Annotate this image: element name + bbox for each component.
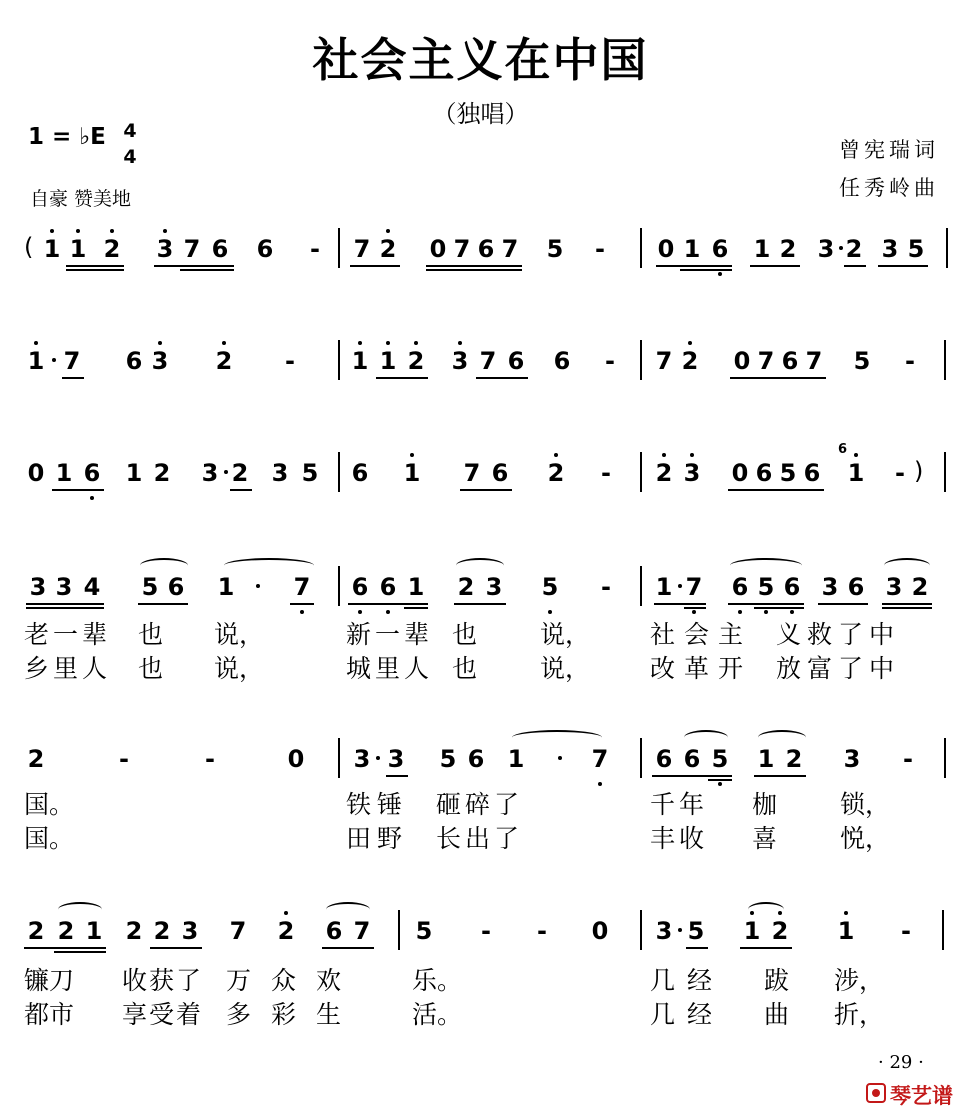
note: 2 <box>911 573 929 601</box>
note: 5 <box>687 917 705 945</box>
lyric-word: 几经 <box>650 1000 725 1029</box>
lyric-word: 乐。 <box>412 966 463 995</box>
lyric-word: 砸碎了 <box>436 790 524 819</box>
note: 5 <box>439 745 457 773</box>
score-line-2 <box>0 332 961 384</box>
note: 3 <box>353 745 371 773</box>
note: 2 <box>681 347 699 375</box>
note: 5 <box>853 347 871 375</box>
lyric-word: 社会主 <box>650 620 753 649</box>
key-signature: 1 = ♭E <box>28 124 106 150</box>
note: 2 <box>407 347 425 375</box>
slur <box>884 558 930 573</box>
slur <box>326 902 370 917</box>
note: 6 <box>783 573 801 601</box>
barline <box>944 340 946 380</box>
barline <box>338 738 340 778</box>
lyric-line-2 <box>0 654 961 686</box>
note: 6 <box>491 459 509 487</box>
lyricist-credit: 曾宪瑞词 <box>839 138 939 162</box>
lyric-word: 新一辈 <box>346 620 434 649</box>
note: 7 <box>229 917 247 945</box>
lyric-word: 国。 <box>24 824 75 853</box>
slur <box>684 730 728 745</box>
note: 7 <box>183 235 201 263</box>
note: 1 <box>407 573 425 601</box>
slur <box>58 902 102 917</box>
lyric-word: 说， <box>540 654 591 683</box>
note: 1 <box>403 459 421 487</box>
lyric-word: 也 <box>138 654 164 683</box>
score-line-4 <box>0 558 961 610</box>
note: 3 <box>151 347 169 375</box>
note: 6 <box>211 235 229 263</box>
note: 6 <box>711 235 729 263</box>
lyric-line-4 <box>0 824 961 856</box>
lyric-word: 说， <box>214 620 265 649</box>
dash: - <box>285 347 295 375</box>
note: 7 <box>63 347 81 375</box>
note: 5 <box>546 235 564 263</box>
barline <box>338 452 340 492</box>
note: 2 <box>215 347 233 375</box>
note: 3 <box>655 917 673 945</box>
lyric-word: 锁， <box>840 790 891 819</box>
note: 6 <box>755 459 773 487</box>
note: 3 <box>885 573 903 601</box>
barline <box>338 340 340 380</box>
dash: - <box>481 917 491 945</box>
barline <box>946 228 948 268</box>
note: 7 <box>501 235 519 263</box>
note: 6 <box>553 347 571 375</box>
note: 7 <box>591 745 609 773</box>
note: 2 <box>153 459 171 487</box>
dash: - <box>903 745 913 773</box>
note: 5 <box>541 573 559 601</box>
dash: - <box>905 347 915 375</box>
note: 6 <box>683 745 701 773</box>
note: 7 <box>353 917 371 945</box>
lyric-word: 几经 <box>650 966 725 995</box>
lyric-word: 枷 <box>752 790 778 819</box>
note: 3 <box>821 573 839 601</box>
note: 1 <box>217 573 235 601</box>
tempo-marking: 自豪 赞美地 <box>30 188 132 210</box>
lyric-word: 收获了 <box>122 966 204 995</box>
note: 3 <box>881 235 899 263</box>
note: 2 <box>785 745 803 773</box>
note: 6 <box>781 347 799 375</box>
note: 4 <box>83 573 101 601</box>
composer-credit: 任秀岭曲 <box>839 176 939 200</box>
barline <box>640 910 642 950</box>
dash: - <box>310 235 320 263</box>
lyric-word: 田野 <box>346 824 409 853</box>
lyric-word: 千年 <box>650 790 709 819</box>
dash: - <box>605 347 615 375</box>
lyric-word: 享受着 <box>122 1000 204 1029</box>
song-title: 社会主义在中国 <box>312 33 649 87</box>
note: 6 <box>507 347 525 375</box>
dash: - <box>595 235 605 263</box>
note: 1 <box>847 459 865 487</box>
note: 5 <box>301 459 319 487</box>
note: 1 <box>743 917 761 945</box>
lyric-word: 国。 <box>24 790 75 819</box>
score-line-1 <box>0 220 961 272</box>
lyric-word: 改革开 <box>650 654 753 683</box>
note: 1 <box>753 235 771 263</box>
note: 5 <box>415 917 433 945</box>
lyric-word: 乡里人 <box>24 654 112 683</box>
note: 6 <box>847 573 865 601</box>
lyric-word: 都市 <box>24 1000 75 1029</box>
lyric-word: 城里人 <box>346 654 434 683</box>
note: 1 <box>683 235 701 263</box>
barline <box>640 452 642 492</box>
lyric-line-5 <box>0 966 961 998</box>
note: 1 <box>507 745 525 773</box>
lyric-word: 悦， <box>840 824 891 853</box>
note: 2 <box>231 459 249 487</box>
barline <box>398 910 400 950</box>
lyric-word: 义救了中 <box>776 620 901 649</box>
lyric-word: 也 <box>452 620 478 649</box>
note: 1 <box>55 459 73 487</box>
note: 0 <box>429 235 447 263</box>
lyric-word: 曲 <box>764 1000 790 1029</box>
paren-open: ( <box>24 233 34 261</box>
note: 6 <box>125 347 143 375</box>
watermark-logo-icon <box>866 1083 886 1103</box>
dash: - <box>901 917 911 945</box>
note: 6 <box>83 459 101 487</box>
note: 7 <box>463 459 481 487</box>
note: 3 <box>156 235 174 263</box>
note: 6 <box>379 573 397 601</box>
lyric-word: 万众欢 <box>226 966 362 995</box>
note: 1 <box>837 917 855 945</box>
note: 5 <box>757 573 775 601</box>
note: 2 <box>153 917 171 945</box>
time-signature-top: 4 <box>123 120 137 142</box>
lyric-word: 镰刀 <box>24 966 75 995</box>
lyric-word: 多彩生 <box>226 1000 362 1029</box>
note: 7 <box>757 347 775 375</box>
note: 2 <box>57 917 75 945</box>
dash: - <box>537 917 547 945</box>
note: 0 <box>591 917 609 945</box>
paren-close: ) <box>914 457 924 485</box>
note: 2 <box>125 917 143 945</box>
dash: - <box>119 745 129 773</box>
note: 6 <box>655 745 673 773</box>
note: 5 <box>141 573 159 601</box>
note: 1 <box>351 347 369 375</box>
note: 3 <box>683 459 701 487</box>
slur <box>224 558 314 573</box>
note: 6 <box>803 459 821 487</box>
barline <box>338 228 340 268</box>
note: 6 <box>477 235 495 263</box>
score-line-5 <box>0 730 961 782</box>
watermark-text: 琴艺谱 <box>890 1084 953 1108</box>
note: 1 <box>757 745 775 773</box>
dash: - <box>601 459 611 487</box>
dash: - <box>601 573 611 601</box>
lyric-word: 跋 <box>764 966 790 995</box>
note: 6 <box>256 235 274 263</box>
note: 3 <box>181 917 199 945</box>
note: 2 <box>771 917 789 945</box>
lyric-line-6 <box>0 1000 961 1032</box>
note: 6 <box>325 917 343 945</box>
note: 0 <box>657 235 675 263</box>
note: 3 <box>451 347 469 375</box>
note: 7 <box>479 347 497 375</box>
barline <box>944 738 946 778</box>
song-subtitle: （独唱） <box>432 100 529 128</box>
note: 1 <box>69 235 87 263</box>
slur <box>730 558 802 573</box>
note: 3 <box>485 573 503 601</box>
note: 7 <box>805 347 823 375</box>
note: 5 <box>711 745 729 773</box>
note: 1 <box>43 235 61 263</box>
lyric-word: 也 <box>138 620 164 649</box>
note: 2 <box>845 235 863 263</box>
barline <box>338 566 340 606</box>
note: 3 <box>387 745 405 773</box>
note: 2 <box>27 917 45 945</box>
lyric-word: 涉， <box>834 966 885 995</box>
dash: - <box>205 745 215 773</box>
lyric-word: 铁锤 <box>346 790 409 819</box>
lyric-word: 喜 <box>752 824 778 853</box>
slur <box>456 558 504 573</box>
note: 3 <box>29 573 47 601</box>
note: 7 <box>685 573 703 601</box>
slur <box>758 730 806 745</box>
barline <box>640 738 642 778</box>
lyric-word: 折， <box>834 1000 885 1029</box>
note: 3 <box>817 235 835 263</box>
slur <box>140 558 188 573</box>
note: 1 <box>85 917 103 945</box>
score-line-3 <box>0 444 961 496</box>
barline <box>942 910 944 950</box>
lyric-word: 丰收 <box>650 824 709 853</box>
note: 2 <box>457 573 475 601</box>
note: 3 <box>55 573 73 601</box>
lyric-word: 活。 <box>412 1000 463 1029</box>
lyric-word: 长出了 <box>436 824 524 853</box>
note: 2 <box>277 917 295 945</box>
note: 6 <box>167 573 185 601</box>
time-signature-bottom: 4 <box>123 146 137 168</box>
grace-note: 6 <box>838 442 848 457</box>
note: 0 <box>287 745 305 773</box>
lyric-word: 说， <box>540 620 591 649</box>
lyric-word: 也 <box>452 654 478 683</box>
lyric-line-3 <box>0 790 961 822</box>
lyric-word: 说， <box>214 654 265 683</box>
note: 3 <box>271 459 289 487</box>
note: 6 <box>351 459 369 487</box>
score-line-6 <box>0 902 961 954</box>
barline <box>640 228 642 268</box>
note: 5 <box>779 459 797 487</box>
note: 2 <box>547 459 565 487</box>
time-signature <box>120 118 140 170</box>
lyric-word: 老一辈 <box>24 620 112 649</box>
note: 1 <box>655 573 673 601</box>
note: 1 <box>379 347 397 375</box>
note: 2 <box>103 235 121 263</box>
note: 6 <box>467 745 485 773</box>
dash: - <box>895 459 905 487</box>
note: 0 <box>731 459 749 487</box>
note: 2 <box>379 235 397 263</box>
note: 2 <box>779 235 797 263</box>
barline <box>944 452 946 492</box>
note: 2 <box>27 745 45 773</box>
barline <box>640 566 642 606</box>
lyric-word: 放富了中 <box>776 654 901 683</box>
barline <box>640 340 642 380</box>
note: 6 <box>351 573 369 601</box>
note: 1 <box>27 347 45 375</box>
slur <box>512 730 602 745</box>
note: 3 <box>843 745 861 773</box>
note: 5 <box>907 235 925 263</box>
note: 2 <box>655 459 673 487</box>
page-number: · 29 · <box>878 1052 924 1073</box>
note: 0 <box>733 347 751 375</box>
note: 7 <box>293 573 311 601</box>
note: 0 <box>27 459 45 487</box>
note: 7 <box>453 235 471 263</box>
note: 1 <box>125 459 143 487</box>
note: 7 <box>353 235 371 263</box>
lyric-line-1 <box>0 620 961 652</box>
note: 6 <box>731 573 749 601</box>
note: 7 <box>655 347 673 375</box>
note: 3 <box>201 459 219 487</box>
